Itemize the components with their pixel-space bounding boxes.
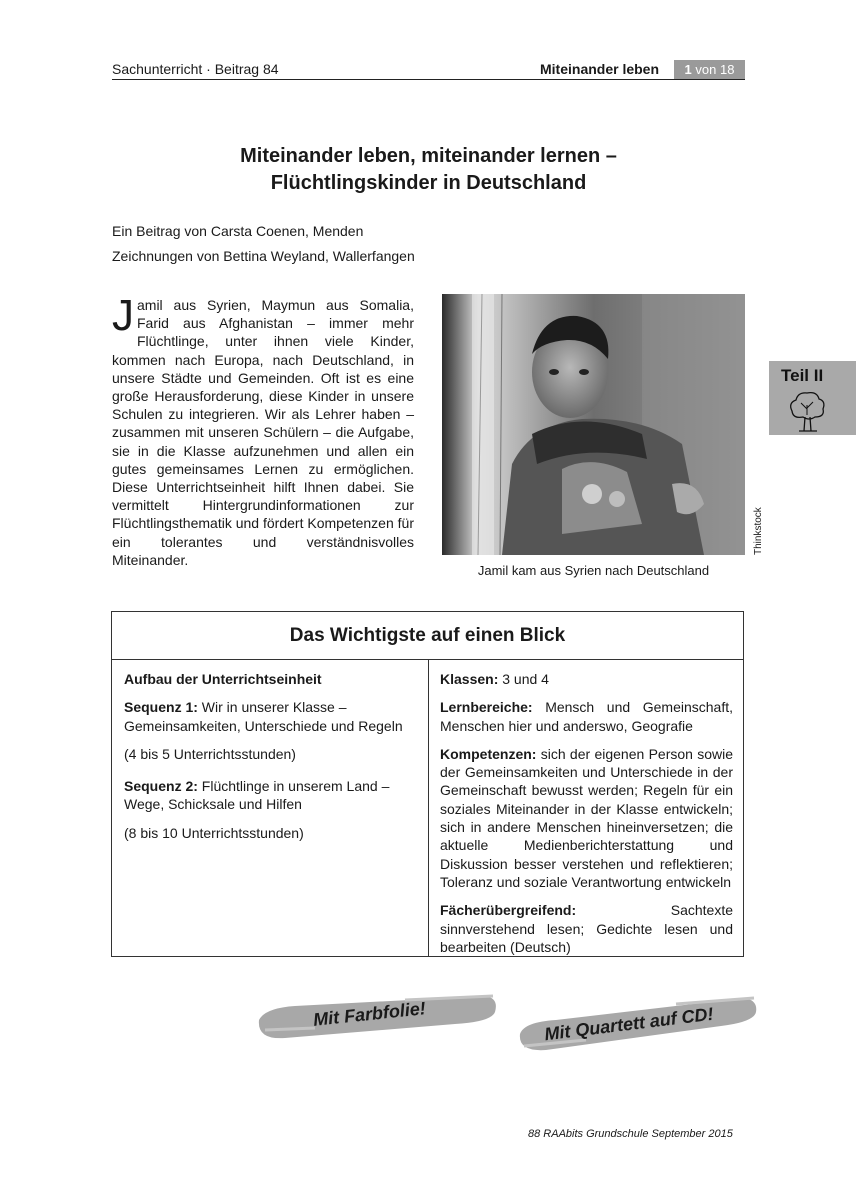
photo-credit: Thinkstock: [753, 507, 764, 555]
header-rule: [112, 79, 745, 80]
page-current: 1: [684, 62, 692, 77]
summary-divider: [428, 659, 429, 956]
page-total: von 18: [695, 62, 735, 77]
byline-author: Ein Beitrag von Carsta Coenen, Menden: [112, 223, 364, 239]
photo-caption: Jamil kam aus Syrien nach Deutschland: [477, 563, 710, 578]
byline-illustrator: Zeichnungen von Bettina Weyland, Wallerfangen: [112, 248, 415, 264]
tree-icon: [787, 389, 827, 438]
stamp-quartett-text: Mit Quartett auf CD!: [543, 1003, 715, 1045]
photo-illustration: [442, 294, 745, 555]
learning-areas: [440, 698, 733, 735]
sequence-2-hours: (8 bis 10 Unterrichtsstunden): [124, 824, 304, 841]
structure-heading: Aufbau der Unterrichtseinheit: [124, 671, 322, 687]
classes: [440, 670, 733, 688]
section-tab: [769, 361, 856, 435]
cross-curricular-text: Sachtexte sinnverstehend lesen; Gedichte lesen und bearbeiten (Deutsch): [440, 902, 733, 955]
header-series: Sachunterricht · Beitrag 84: [112, 61, 279, 77]
header-topic: Miteinander leben: [540, 61, 660, 77]
cross-curricular-label: Fächerübergreifend:: [440, 902, 577, 919]
summary-box: [111, 611, 744, 957]
title-line-1: Miteinander leben, miteinander lernen –: [240, 145, 617, 167]
sequence-1-hours: (4 bis 5 Unterrichtsstunden): [124, 745, 296, 762]
sequence-2-text: Flüchtlinge in unserem Land – Wege, Schicksale und Hilfen: [124, 778, 390, 813]
stamp-quartett: [516, 990, 760, 1061]
stamp-farbfolie-text: Mit Farbfolie!: [312, 998, 427, 1030]
intro-text: amil aus Syrien, Maymun aus Somalia, Farid aus Afghanistan – immer mehr Flüchtlinge, unter ihnen viele Kinder, kommen nach Europa, nach Deutschland, in unsere Städte und Gemeinden. Oft ist es eine große Herausforderung, diese Kinder in unsere Schulen zu integrieren. Wir als Lehrer haben – zusammen mit unseren Schülern – die Aufgabe, sie in die Klasse aufzunehmen und allen ein gutes gemeinsames Lernen zu ermöglichen. Diese Unterrichtseinheit hilft Ihnen dabei. Sie vermittelt Hintergrundinformationen zur Flüchtlingsthematik und fördert Kompetenzen für ein tolerantes und verständnisvolles Miteinander.: [112, 297, 414, 568]
page-title: [112, 143, 745, 197]
learning-areas-label: Lernbereiche:: [440, 699, 533, 716]
footer-publication: 88 RAAbits Grundschule September 2015: [528, 1128, 733, 1140]
stamp-farbfolie: [255, 990, 500, 1051]
competencies-label: Kompetenzen:: [440, 745, 537, 762]
competencies-text: sich der eigenen Person sowie der Gemeinsamkeiten und Unterschiede in der Gemeinschaft bewusst werden; Regeln für ein soziales Miteinander in der Klasse entwickeln; sich in andere Menschen hineinversetzen; die aktuelle Medienberichterstattung und Diskussion besser verstehen und reflektieren; Toleranz und soziale Verantwortung entwickeln: [440, 745, 734, 890]
learning-areas-text: Mensch und Gemeinschaft, Menschen hier und anderswo, Geografie: [440, 699, 734, 734]
intro-paragraph: [112, 291, 414, 569]
competencies: [440, 745, 733, 891]
page-indicator: [674, 60, 745, 79]
classes-text: 3 und 4: [502, 671, 549, 687]
classes-label: Klassen:: [440, 671, 499, 687]
cross-curricular: [440, 901, 733, 956]
summary-right-column: [440, 670, 733, 966]
title-line-2: Flüchtlingskinder in Deutschland: [270, 172, 587, 194]
intro-dropcap: J: [112, 291, 134, 340]
photo-jamil: [442, 294, 745, 555]
sequence-1-label: Sequenz 1:: [124, 699, 198, 716]
sequence-1: [124, 698, 419, 735]
summary-title: Das Wichtigste auf einen Blick: [112, 612, 743, 660]
sequence-2-label: Sequenz 2:: [124, 778, 198, 795]
sequence-2: [124, 777, 419, 814]
sequence-1-text: Wir in unserer Klasse – Gemeinsamkeiten, Unterschiede und Regeln: [124, 699, 403, 734]
summary-left-column: [124, 670, 419, 852]
section-tab-label: Teil II: [781, 366, 824, 385]
